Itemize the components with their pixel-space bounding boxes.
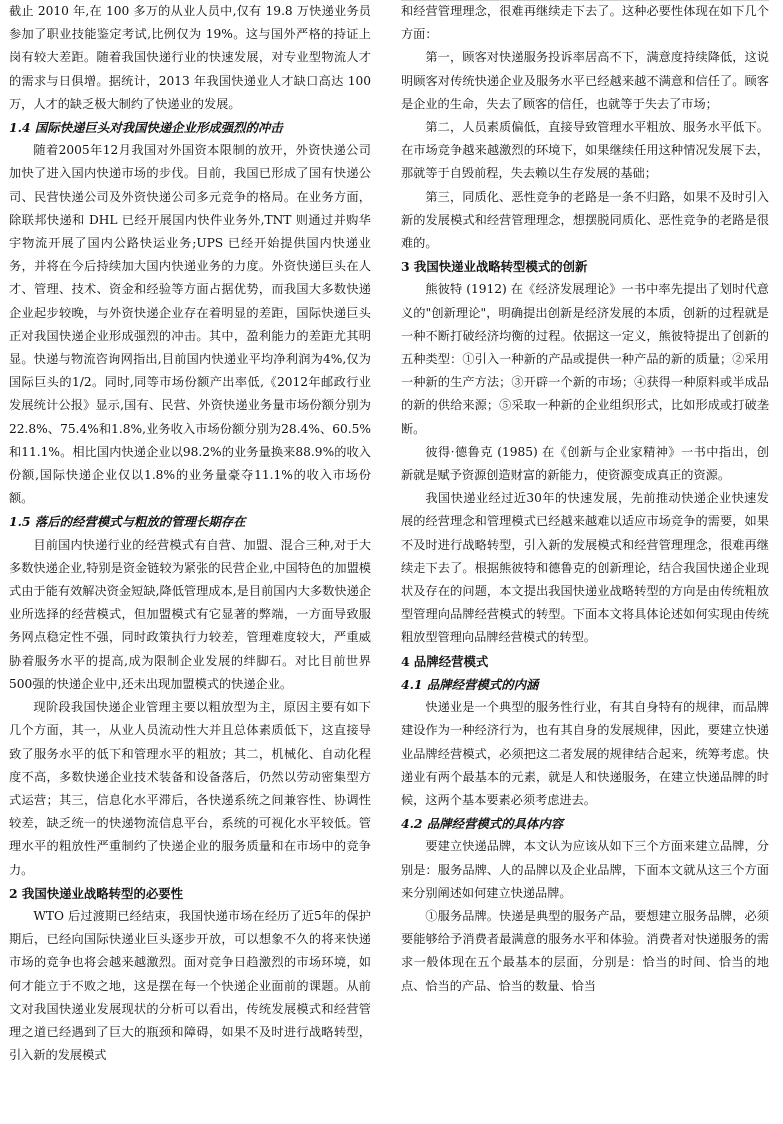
para-brand-connotation: 快递业是一个典型的服务性行业，有其自身特有的规律，而品牌建设作为一种经济行为，也有其自身的发展规律，因此，要建立快递业品牌经营模式，必须把这二者发展的规律结合起来，统筹考虑。快递业有两个最基本的元素，就是人和快递服务，在建立快递品牌的时候，这两个基本要素必须考虑进去。	[401, 700, 769, 807]
para-brand-content: 要建立快递品牌，本文认为应该从如下三个方面来建立品牌，分别是：服务品牌、人的品牌以及企业品牌，下面本文就从这三个方面来分别阐述如何建立快递品牌。	[401, 839, 769, 900]
para-employee-certification: 截止 2010 年,在 100 多万的从业人员中,仅有 19.8 万快递业务员参加了职业技能鉴定考试,比例仅为 19%。这与国外严格的持证上岗有较大差距。随着我国快递行业的快速发展，对专业型物流人才的需求与日俱增。据统计，2013 年我国快递业人才缺口高达 100 万，人才的缺乏极大制约了快递业的发展。	[9, 4, 371, 111]
para-drucker: 彼得·德鲁克 (1985) 在《创新与企业家精神》一书中指出，创新就是赋予资源创造财富的新能力，使资源变成真正的资源。	[401, 444, 769, 483]
heading-4-1: 4.1 品牌经营模式的内涵	[401, 676, 539, 692]
heading-1-4: 1.4 国际快递巨头对我国快递企业形成强烈的冲击	[9, 120, 283, 136]
para-foreign-competition: 随着2005年12月我国对外国资本限制的放开，外资快递公司加快了进入国内快递市场的步伐。目前，我国已形成了国有快递公司、民营快递公司及外资快递公司多元竞争的格局。在业务方面，除联邦快递和 DHL 已经开展国内快件业务外,TNT 则通过并购华宇物流开展了国内公路快运业务;UPS 已经开始提供国内快递业务，并将在今后持续加大国内快递业务的力度。外资快递巨头在人才、管理、技术、资金和经验等方面占据优势，而我国大多数快递企业起步较晚，与外资快递企业存在着明显的差距，国际快递巨头正对我国快递企业形成强烈的冲击。其中，盈利能力的差距尤其明显。快递与物流咨询网指出,目前国内快递业平均净利润为4%,仅为国际巨头的1/2。同时,同等市场份额产出率低,《2012年邮政行业发展统计公报》显示,国有、民营、外资快递业务量市场份额分别为22.8%、75.4%和1.8%,业务收入市场份额分别为28.4%、60.5%和11.1%。相比国内快递企业以98.2%的业务量换来88.9%的收入份额,国际快递企业仅以1.8%的业务量豪夺11.1%的收入市场份额。	[9, 143, 371, 506]
para-business-models: 目前国内快递行业的经营模式有自营、加盟、混合三种,对于大多数快递企业,特别是资金链较为紧张的民营企业,中国特色的加盟模式由于能有效解决资金短缺,降低管理成本,是目前国内大多数快递企业所选择的经营模式，但加盟模式有它显著的弊端，一方面导致服务网点稳定性不强，同时政策执行力较差，管理难度较大，严重威胁着服务水平的提高,成为限制企业发展的绊脚石。对比目前世界500强的快递企业中,还未出现加盟模式的快递企业。	[9, 537, 371, 691]
left-column	[9, 0, 371, 1067]
para-management-issues: 现阶段我国快递企业管理主要以粗放型为主，原因主要有如下几个方面，其一，从业人员流动性大并且总体素质低下，这直接导致了服务水平的低下和管理水平的粗放；其二，机械化、自动化程度不高，多数快递企业技术装备和设备落后，仍然以劳动密集型方式运营；其三，信息化水平滞后，各快递系统之间兼容性、协调性较差，缺乏统一的快递物流信息平台，系统的可视化水平较低。管理水平的粗放性严重制约了快递企业的服务质量和在市场中的竞争力。	[9, 700, 371, 877]
para-schumpeter: 熊彼特 (1912) 在《经济发展理论》一书中率先提出了划时代意义的"创新理论"，明确提出创新是经济发展的本质，创新的过程就是一种不断打破经济均衡的过程。依据这一定义，熊彼特提出了创新的五种类型：①引入一种新的产品或提供一种产品的新的质量；②采用一种新的生产方法；③开辟一个新的市场；④获得一种原料或半成品的新的供给来源；⑤采取一种新的企业组织形式，比如形成或打破垄断。	[401, 282, 769, 436]
para-wto-transition: WTO 后过渡期已经结束，我国快递市场在经历了近5年的保护期后，已经向国际快递业巨头逐步开放，可以想象不久的将来快递市场的竞争也将会越来越激烈。面对竞争日趋激烈的市场环境，如何才能立于不败之地，这是摆在每一个快递企业面前的课题。从前文对我国快递业发展现状的分析可以看出，传统发展模式和经营管理之道已经遇到了巨大的瓶颈和障碍，如果不及时进行战略转型，引入新的发展模式	[9, 908, 371, 1063]
heading-2: 2 我国快递业战略转型的必要性	[9, 885, 184, 901]
para-continuation: 和经营管理理念，很难再继续走下去了。这种必要性体现在如下几个方面：	[401, 4, 769, 42]
para-transition-direction: 我国快递业经过近30年的快速发展，先前推动快递企业快速发展的经营理念和管理模式已经越来越难以适应市场竞争的需要，如果不及时进行战略转型，引入新的发展模式和经营管理理念，很难再继续走下去了。根据熊彼特和德鲁克的创新理论，结合我国快递企业现状及存在的问题，本文提出我国快递业战略转型的方向是由传统粗放型管理向品牌经营模式的转型。下面本文将具体论述如何实现由传统粗放型管理向品牌经营模式的转型。	[401, 491, 769, 645]
heading-4: 4 品牌经营模式	[401, 653, 489, 669]
para-second-reason: 第二，人员素质偏低，直接导致管理水平粗放、服务水平低下。在市场竞争越来越激烈的环境下，如果继续任用这种情况发展下去，那就等于自毁前程，失去赖以生存发展的基础；	[401, 120, 769, 181]
para-first-reason: 第一，顾客对快递服务投诉率居高不下，满意度持续降低，这说明顾客对传统快递企业及服务水平已经越来越不满意和信任了。顾客是企业的生命，失去了顾客的信任，也就等于失去了市场；	[401, 50, 769, 111]
heading-3: 3 我国快递业战略转型模式的创新	[401, 259, 588, 275]
heading-4-2: 4.2 品牌经营模式的具体内容	[401, 816, 564, 832]
para-third-reason: 第三，同质化、恶性竞争的老路是一条不归路，如果不及时引入新的发展模式和经营管理理念，想摆脱同质化、恶性竞争的老路是很难的。	[401, 189, 769, 251]
heading-1-5: 1.5 落后的经营模式与粗放的管理长期存在	[9, 514, 246, 530]
right-column	[401, 0, 769, 998]
para-service-brand: ①服务品牌。快递是典型的服务产品，要想建立服务品牌，必须要能够给予消费者最满意的服务水平和体验。消费者对快递服务的需求一般体现在五个最基本的层面，分别是：恰当的时间、恰当的地点、恰当的产品、恰当的数量、恰当	[401, 908, 769, 993]
